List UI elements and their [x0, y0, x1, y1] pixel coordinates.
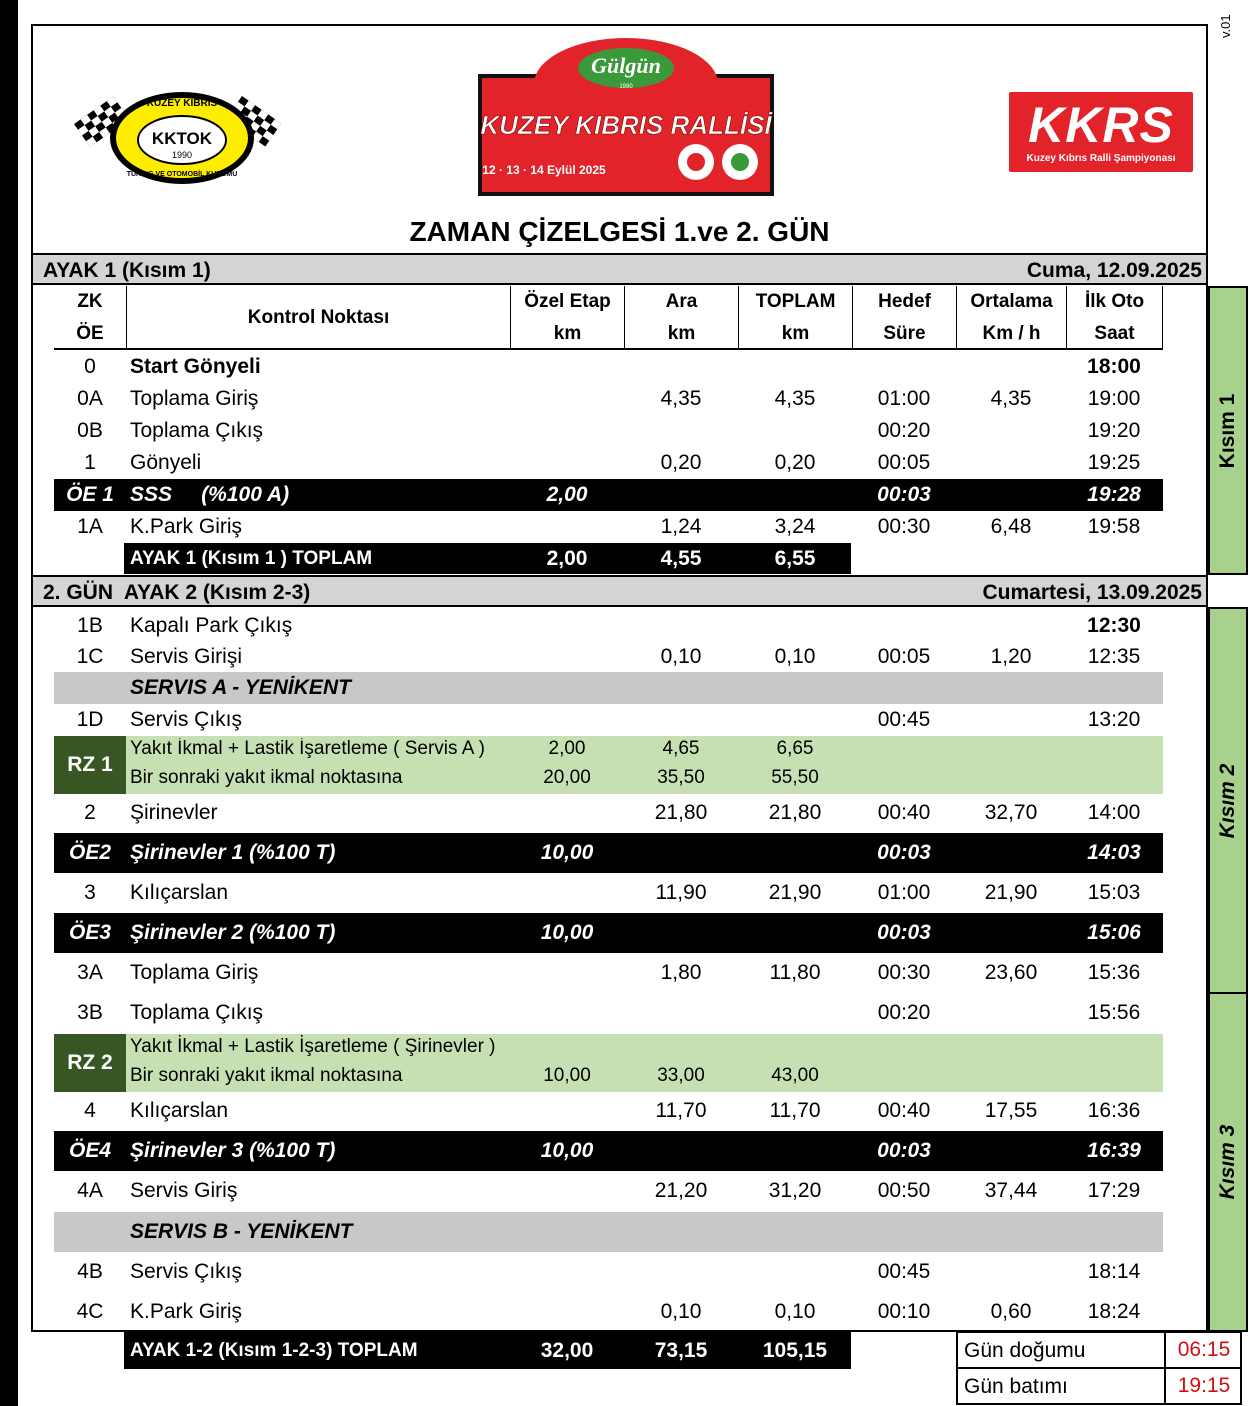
table-row: 1A K.Park Giriş 1,24 3,24 00:30 6,48 19:58 — [77, 515, 1141, 538]
table-row: 1C Servis Girişi 0,10 0,10 00:05 1,20 12:35 — [76, 645, 1141, 668]
table-row: 0B Toplama Çıkış 00:20 19:20 — [77, 419, 1141, 442]
table-row: 4B Servis Çıkış 00:45 18:14 — [77, 1260, 1141, 1283]
table-row: 3A Toplama Giriş 1,80 11,80 00:30 23,60 15:36 — [77, 961, 1141, 984]
table-row: 1D Servis Çıkış 00:45 13:20 — [76, 708, 1141, 731]
left-edge-bar — [0, 0, 18, 1406]
table-row: 1B Kapalı Park Çıkış 12:30 — [77, 614, 1141, 637]
kktok-year: 1990 — [171, 150, 193, 160]
col-ilk-oto: İlk Oto Saat — [1066, 286, 1163, 350]
leg2-label: 2. GÜN AYAK 2 (Kısım 2-3) — [43, 581, 311, 604]
grand-total-row: AYAK 1-2 (Kısım 1-2-3) TOPLAM 32,00 73,15 105,15 — [124, 1332, 851, 1369]
rz1-tag: RZ 1 — [54, 736, 126, 794]
leg2-date: Cumartesi, 13.09.2025 — [982, 581, 1202, 604]
leg1-bar — [33, 253, 1206, 285]
leg1-total-row: AYAK 1 (Kısım 1 ) TOPLAM 2,00 4,55 6,55 — [124, 543, 851, 574]
table-row: 3B Toplama Çıkış 00:20 15:56 — [77, 1001, 1141, 1024]
kktok-name: KKTOK — [151, 129, 213, 148]
side-kisim-3: Kısım 3 — [1208, 992, 1248, 1332]
leg1-label: AYAK 1 (Kısım 1) — [43, 259, 211, 282]
rally-logo — [478, 36, 774, 196]
kkrs-logo — [1009, 92, 1193, 172]
table-row: 0A Toplama Giriş 4,35 4,35 01:00 4,35 19:00 — [77, 387, 1141, 410]
col-hedef: Hedef Süre — [852, 286, 956, 350]
rally-sponsor: Gülgün — [591, 53, 661, 78]
sunrise-box: Gün doğumu 06:15 — [956, 1331, 1242, 1369]
rz2-tag: RZ 2 — [54, 1034, 126, 1092]
table-row: 3 Kılıçarslan 11,90 21,90 01:00 21,90 15:03 — [84, 881, 1141, 904]
table-row: 0 Start Gönyeli 18:00 — [84, 355, 1141, 378]
side-kisim-2: Kısım 2 — [1208, 607, 1248, 994]
col-control: Kontrol Noktası — [126, 286, 510, 350]
special-stage-row: ÖE2 Şirinevler 1 (%100 T) 10,00 00:03 14:03 — [54, 833, 1163, 873]
sunset-box: Gün batımı 19:15 — [956, 1367, 1242, 1405]
rally-title: KUZEY KIBRIS RALLİSİ — [480, 110, 772, 140]
kktok-bottom-text: TURING VE OTOMOBİL KURUMU — [126, 171, 238, 178]
col-ortalama: Ortalama Km / h — [956, 286, 1066, 350]
col-zk: ZK ÖE — [76, 291, 104, 344]
col-special: Özel Etap km — [510, 286, 624, 350]
table-row: 1 Gönyeli 0,20 0,20 00:05 19:25 — [84, 451, 1141, 474]
special-stage-row: ÖE4 Şirinevler 3 (%100 T) 10,00 00:03 16:39 — [54, 1131, 1163, 1171]
service-b-row: SERVIS B - YENİKENT — [54, 1212, 1163, 1252]
page-title: ZAMAN ÇİZELGESİ 1.ve 2. GÜN — [409, 216, 830, 247]
rally-sponsor-year: 1990 — [619, 84, 633, 90]
service-a-row: SERVIS A - YENİKENT — [54, 672, 1163, 704]
special-stage-row: ÖE3 Şirinevler 2 (%100 T) 10,00 00:03 15:06 — [54, 913, 1163, 953]
kkrs-mark: KKRS — [1028, 97, 1174, 153]
table-row: 2 Şirinevler 21,80 21,80 00:40 32,70 14:00 — [84, 801, 1141, 824]
rally-dates: 12 · 13 · 14 Eylül 2025 — [482, 163, 606, 177]
kktok-logo — [62, 76, 302, 194]
col-ara: Ara km — [624, 286, 738, 350]
col-toplam: TOPLAM km — [738, 286, 852, 350]
special-stage-row: ÖE 1 SSS (%100 A) 2,00 00:03 19:28 — [54, 479, 1163, 511]
table-row: 4A Servis Giriş 21,20 31,20 00:50 37,44 17:29 — [77, 1179, 1141, 1202]
table-header — [54, 286, 1163, 350]
leg1-date: Cuma, 12.09.2025 — [1026, 259, 1202, 282]
kkrs-subtitle: Kuzey Kıbrıs Ralli Şampiyonası — [1026, 153, 1176, 164]
table-row: 4C K.Park Giriş 0,10 0,10 00:10 0,60 18:24 — [76, 1300, 1141, 1323]
leg2-bar — [33, 575, 1206, 607]
version-label: v.01 — [1218, 14, 1233, 38]
table-row: 4 Kılıçarslan 11,70 11,70 00:40 17,55 16:36 — [84, 1099, 1141, 1122]
refuel-zone-2: RZ 2 Yakıt İkmal + Lastik İşaretleme ( Şirinevler ) Bir sonraki yakıt ikmal noktasına 10,00 33,00 43,00 — [54, 1034, 1163, 1092]
refuel-zone-1: RZ 1 Yakıt İkmal + Lastik İşaretleme ( Servis A ) 2,00 4,65 6,65 Bir sonraki yakıt ikmal noktasına 20,00 35,50 55,50 — [54, 736, 1163, 794]
kktok-top-text: KUZEY KIBRIS — [146, 98, 218, 109]
side-kisim-1: Kısım 1 — [1208, 286, 1248, 575]
